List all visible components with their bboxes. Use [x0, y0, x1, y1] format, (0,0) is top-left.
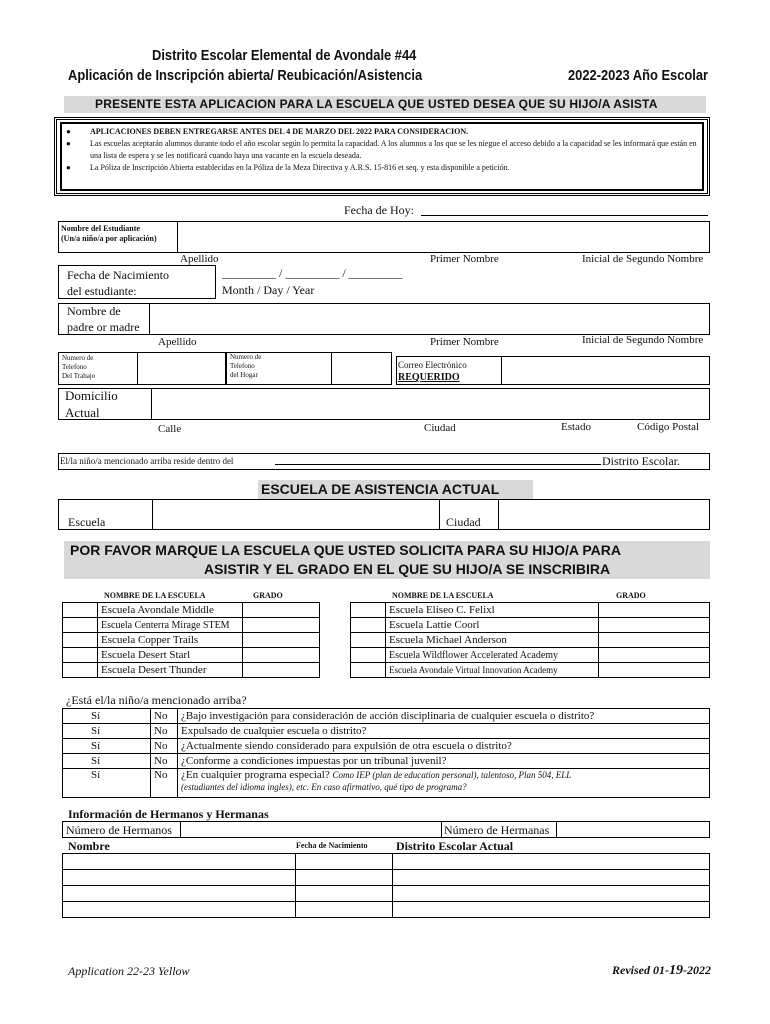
address-ciudad: Ciudad: [424, 422, 456, 434]
footer-right: [612, 963, 711, 979]
left-col-school: NOMBRE DE LA ESCUELA: [104, 591, 206, 600]
table-row: [63, 663, 320, 678]
table-row: [63, 709, 710, 724]
school-name: Escuela Lattie Coorl: [386, 618, 599, 633]
sibling-name-cell[interactable]: [63, 854, 296, 870]
no-option[interactable]: No: [151, 709, 178, 724]
table-row: [63, 618, 320, 633]
notice-text: La Póliza de Inscripción Abierta establecidas en la Póliza de la Meza Directiva y A.R.S. 15-816 et seq. y esta disponible a petición.: [90, 163, 510, 172]
table-row: [63, 854, 710, 870]
school-checkbox[interactable]: [63, 603, 98, 618]
current-school-input[interactable]: [152, 499, 440, 530]
home-phone-l2: Telefono: [230, 362, 255, 370]
parent-label-1: Nombre de: [67, 304, 121, 318]
yes-option[interactable]: Sí: [63, 754, 151, 769]
yes-option[interactable]: Sí: [63, 724, 151, 739]
dob-label-2: del estudiante:: [67, 284, 137, 298]
table-row: [63, 902, 710, 918]
questions-table: [62, 708, 710, 798]
sibling-dob-cell[interactable]: [296, 870, 393, 886]
current-city-input[interactable]: [498, 499, 710, 530]
school-checkbox[interactable]: [63, 648, 98, 663]
notice-item: ● Las escuelas aceptarán alumnos durante todo el año escolar según lo permita la capacidad. A los alumnos a los que se les niegue el acceso debido a la capacidad se les informará que están en una lista de espera y se les notificará cuando haya una vacante en la escuela deseada.: [66, 139, 697, 160]
sibling-district-cell[interactable]: [393, 886, 710, 902]
home-phone-l1: Numero de: [230, 353, 262, 361]
school-checkbox[interactable]: [351, 663, 386, 678]
footer-right-bold: 19: [668, 963, 683, 978]
address-codigo: Código Postal: [637, 421, 700, 433]
school-name: Escuela Desert Thunder: [98, 663, 243, 678]
right-school-table: [350, 602, 710, 678]
table-row: [351, 633, 710, 648]
col-nombre: Nombre: [68, 839, 110, 853]
table-row: [63, 724, 710, 739]
notice-item: ● APLICACIONES DEBEN ENTREGARSE ANTES DEL 4 DE MARZO DEL 2022 PARA CONSIDERACION.: [66, 127, 469, 136]
sisters-input[interactable]: [556, 821, 710, 838]
school-name: Escuela Wildflower Accelerated Academy: [386, 648, 599, 663]
footer-right-pre: Revised 01-: [612, 963, 669, 977]
dob-format: Month / Day / Year: [222, 283, 315, 297]
grade-cell[interactable]: [599, 663, 710, 678]
school-name: Escuela Avondale Middle: [98, 603, 243, 618]
school-name: Escuela Michael Anderson: [386, 633, 599, 648]
left-school-table: [62, 602, 320, 678]
no-option[interactable]: No: [151, 769, 178, 798]
school-checkbox[interactable]: [351, 603, 386, 618]
table-row: [63, 870, 710, 886]
parent-name-field[interactable]: [58, 303, 710, 335]
current-city-label: Ciudad: [446, 515, 481, 529]
sibling-dob-cell[interactable]: [296, 902, 393, 918]
notice-list: [66, 126, 698, 174]
sibling-dob-cell[interactable]: [296, 886, 393, 902]
dob-input[interactable]: _________ / _________ / _________: [222, 266, 403, 280]
current-school-heading: ESCUELA DE ASISTENCIA ACTUAL: [261, 481, 500, 497]
notice-item: ● La Póliza de Inscripción Abierta establecidas en la Póliza de la Meza Directiva y A.R.S. 15-816 et seq. y esta disponible a petición.: [66, 163, 510, 172]
grade-cell[interactable]: [243, 603, 320, 618]
grade-cell[interactable]: [599, 603, 710, 618]
table-row: [63, 633, 320, 648]
sibling-district-cell[interactable]: [393, 854, 710, 870]
question-text: ¿Bajo investigación para consideración de acción disciplinaria de cualquier escuela o distrito?: [178, 709, 710, 724]
question-text: Expulsado de cualquier escuela o distrito?: [178, 724, 710, 739]
address-calle: Calle: [158, 423, 182, 435]
footer-left: Application 22-23 Yellow: [68, 964, 190, 978]
question-note-2: (estudiantes del idioma ingles), etc. En caso afirmativo, qué tipo de programa?: [181, 782, 467, 792]
student-name-label: Nombre del Estudiante: [61, 224, 140, 233]
col-fecha: Fecha de Nacimiento: [296, 841, 368, 850]
yes-option[interactable]: Sí: [63, 709, 151, 724]
question-text: ¿En cualquier programa especial?: [181, 769, 330, 781]
grade-cell[interactable]: [599, 648, 710, 663]
work-phone-l2: Telefono: [62, 363, 87, 371]
work-phone-l1: Numero de: [62, 354, 94, 362]
school-checkbox[interactable]: [351, 633, 386, 648]
table-row: [351, 663, 710, 678]
school-checkbox[interactable]: [63, 663, 98, 678]
student-name-sublabel: (Un/a niño/a por aplicación): [61, 234, 157, 243]
siblings-table: [62, 853, 710, 918]
address-label-1: Domicilio: [65, 388, 118, 403]
parent-primer-nombre: Primer Nombre: [430, 336, 499, 348]
date-label: Fecha de Hoy:: [344, 203, 414, 217]
school-checkbox[interactable]: [63, 633, 98, 648]
header-line1: Distrito Escolar Elemental de Avondale #44: [152, 47, 417, 64]
email-label: Correo Electrónico: [398, 360, 467, 370]
header-line2: Aplicación de Inscripción abierta/ Reubicación/Asistencia: [68, 67, 423, 84]
sibling-name-cell[interactable]: [63, 886, 296, 902]
footer-right-post: -2022: [682, 963, 711, 977]
table-row: [351, 618, 710, 633]
no-option[interactable]: No: [151, 754, 178, 769]
work-phone-l3: Del Trabajo: [62, 372, 96, 380]
notice-text: Las escuelas aceptarán alumnos durante todo el año escolar según lo permita la capacidad. A los alumnos a los que se les niegue el acceso debido a la capacidad se les informará que están en una lista de espera y se les notificará cuando haya una vacante en la escuela deseada.: [90, 139, 697, 160]
grade-cell[interactable]: [243, 633, 320, 648]
sisters-label: Número de Hermanas: [444, 823, 550, 837]
yes-option[interactable]: Sí: [63, 739, 151, 754]
siblings-heading: Información de Hermanos y Hermanas: [68, 807, 269, 821]
school-checkbox[interactable]: [351, 618, 386, 633]
resides-label: El/la niño/a mencionado arriba reside dentro del: [60, 456, 234, 466]
grade-cell[interactable]: [599, 633, 710, 648]
date-input-line[interactable]: [421, 215, 708, 216]
sibling-name-cell[interactable]: [63, 870, 296, 886]
district-input-line[interactable]: [275, 464, 601, 465]
no-option[interactable]: No: [151, 724, 178, 739]
school-checkbox[interactable]: [63, 618, 98, 633]
student-primer-nombre: Primer Nombre: [430, 253, 499, 265]
brothers-input[interactable]: [180, 821, 442, 838]
sibling-district-cell[interactable]: [393, 870, 710, 886]
home-phone-label: [230, 353, 261, 380]
table-row: [351, 648, 710, 663]
school-name: Escuela Centerra Mirage STEM: [98, 618, 243, 633]
grade-cell[interactable]: [243, 618, 320, 633]
table-row: [63, 739, 710, 754]
col-distrito: Distrito Escolar Actual: [396, 839, 514, 853]
question-text: ¿Conforme a condiciones impuestas por un tribunal juvenil?: [178, 754, 710, 769]
question-note-1: Como IEP (plan de education personal), talentoso, Plan 504, ELL: [332, 770, 572, 780]
select-heading-1: POR FAVOR MARQUE LA ESCUELA QUE USTED SOLICITA PARA SU HIJO/A PARA: [70, 542, 621, 558]
school-name: Escuela Avondale Virtual Innovation Academy: [386, 663, 599, 678]
yes-option[interactable]: Sí: [63, 769, 151, 798]
address-label-2: Actual: [65, 405, 100, 420]
table-row: [63, 648, 320, 663]
left-col-grade: GRADO: [253, 591, 283, 600]
school-name: Escuela Copper Trails: [98, 633, 243, 648]
grade-cell[interactable]: [243, 648, 320, 663]
table-row: [63, 769, 710, 798]
grade-cell[interactable]: [243, 663, 320, 678]
table-row: [63, 754, 710, 769]
right-col-grade: GRADO: [616, 591, 646, 600]
dob-label-1: Fecha de Nacimiento: [67, 268, 169, 282]
home-phone-l3: del Hogar: [230, 371, 258, 379]
sibling-name-cell[interactable]: [63, 902, 296, 918]
district-label: Distrito Escolar.: [602, 454, 680, 468]
school-name: Escuela Desert Starl: [98, 648, 243, 663]
email-required: REQUERIDO: [398, 372, 460, 383]
school-name: Escuela Eliseo C. Felixl: [386, 603, 599, 618]
table-row: [63, 603, 320, 618]
parent-inicial: Inicial de Segundo Nombre: [582, 334, 704, 346]
work-phone-label: [62, 354, 95, 381]
sibling-district-cell[interactable]: [393, 902, 710, 918]
notice-text: APLICACIONES DEBEN ENTREGARSE ANTES DEL 4 DE MARZO DEL 2022 PARA CONSIDERACION.: [90, 127, 469, 136]
address-field[interactable]: [58, 388, 710, 420]
question-text-special: [178, 769, 710, 798]
banner-text: PRESENTE ESTA APLICACION PARA LA ESCUELA QUE USTED DESEA QUE SU HIJO/A ASISTA: [95, 97, 658, 111]
questions-intro: ¿Está el/la niño/a mencionado arriba?: [66, 693, 247, 707]
table-row: [351, 603, 710, 618]
parent-apellido: Apellido: [158, 336, 197, 348]
school-year: 2022-2023 Año Escolar: [568, 67, 709, 84]
no-option[interactable]: No: [151, 739, 178, 754]
select-heading-2: ASISTIR Y EL GRADO EN EL QUE SU HIJO/A SE INSCRIBIRA: [204, 561, 611, 577]
right-col-school: NOMBRE DE LA ESCUELA: [392, 591, 494, 600]
parent-label-2: padre or madre: [67, 320, 140, 334]
grade-cell[interactable]: [599, 618, 710, 633]
student-apellido: Apellido: [180, 253, 219, 265]
address-estado: Estado: [561, 421, 591, 433]
question-text: ¿Actualmente siendo considerado para expulsión de otra escuela o distrito?: [178, 739, 710, 754]
student-inicial: Inicial de Segundo Nombre: [582, 253, 704, 265]
table-row: [63, 886, 710, 902]
current-school-label: Escuela: [68, 515, 106, 529]
school-checkbox[interactable]: [351, 648, 386, 663]
sibling-dob-cell[interactable]: [296, 854, 393, 870]
brothers-label: Número de Hermanos: [66, 823, 172, 837]
